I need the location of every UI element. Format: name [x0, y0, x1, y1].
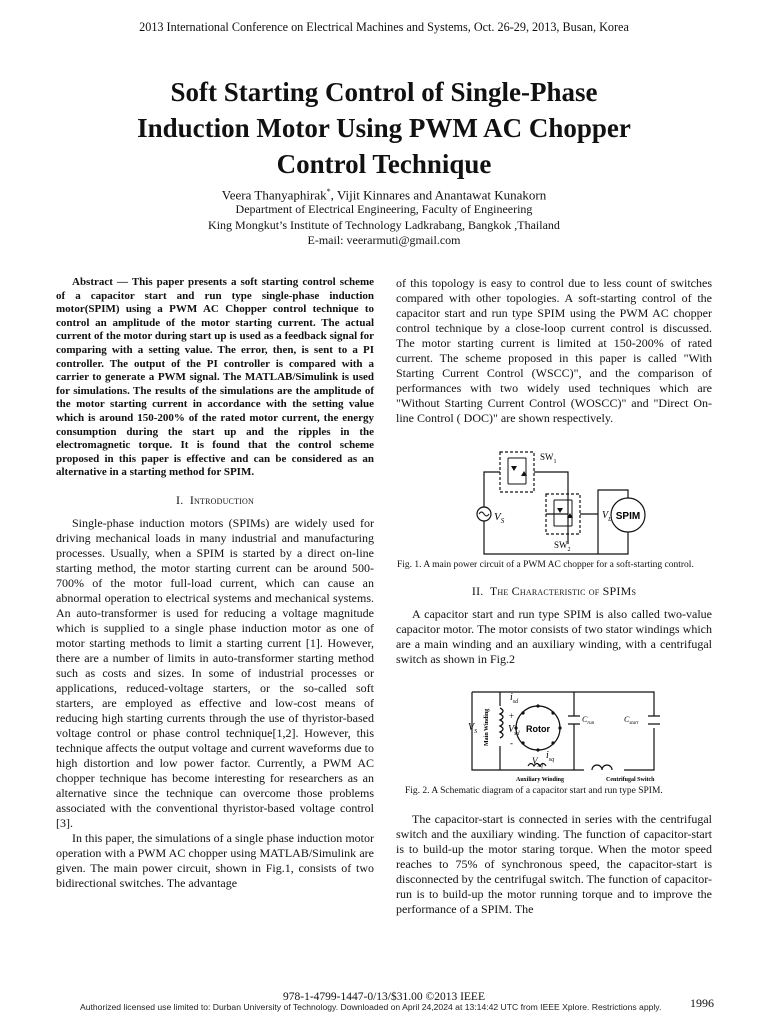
footer-isbn: 978-1-4799-1447-0/13/$31.00 ©2013 IEEE: [283, 991, 485, 1003]
left-column: [56, 276, 374, 891]
section-2-top: [396, 578, 712, 667]
section-2-title: The Characteristic of SPIMs: [489, 584, 637, 598]
conference-header: 2013 International Conference on Electrical Machines and Systems, Oct. 26-29, 2013, Busan, Korea: [139, 20, 629, 34]
fig2-aux-winding-label: Auxiliary Winding: [516, 777, 564, 783]
right-column-intro: [396, 276, 712, 426]
fig1-sw1-label: $SW_1$: [540, 452, 557, 465]
title-line-2: Induction Motor Using PWM AC Chopper: [137, 113, 631, 143]
fig2-vsd-label: $V_{sd}$: [508, 724, 520, 737]
author-1-mark: *: [326, 187, 331, 196]
institute: King Mongkut’s Institute of Technology Ladkrabang, Bangkok ,Thailand: [208, 218, 560, 232]
footer-authorized-use: Authorized licensed use limited to: Durban University of Technology. Downloaded on April 24,2024 at 13:14:42 UTC from IEEE Xplore. Restrictions apply.: [80, 1002, 662, 1012]
paper-title: [84, 74, 684, 182]
figure-2-schematic: [464, 686, 674, 784]
figure-2-caption: Fig. 2. A Schematic diagram of a capacitor start and run type SPIM.: [405, 786, 663, 796]
figure-1-circuit: [470, 444, 670, 556]
fig1-spim-label: SPIM: [615, 511, 641, 522]
title-line-3: Control Technique: [276, 149, 492, 179]
fig2-vs-label: $V_S$: [468, 722, 478, 735]
department: Department of Electrical Engineering, Faculty of Engineering: [235, 202, 533, 216]
intro-continuation: of this topology is easy to control due to less count of switches compared with other topologies. A soft-starting control of the capacitor start and run type SPIM using the PWM AC chopper control technique by a close-loop current control is discussed. The motor starting current is limited at 150-200% of rated current. The scheme proposed in this paper is called "With Starting Current Control (WSCC)", and the comparison of performances with two widely used techniques which are "Without Starting Current Control (WOSCC)" and "Direct On-line Control ( DOC)" are shown respectively.: [396, 276, 712, 425]
fig1-vs-label: $V_S$: [494, 511, 505, 525]
fig2-plus-label: +: [509, 711, 515, 721]
section-1-heading: [56, 493, 374, 508]
fig2-isq-label: $i_{sq}$: [546, 750, 555, 763]
title-line-1: Soft Starting Control of Single-Phase: [170, 77, 598, 107]
fig2-vsq-label: $V_{sq}$: [532, 756, 543, 769]
email: E-mail: veerarmuti@gmail.com: [307, 233, 461, 247]
author-1: Veera Thanyaphirak: [221, 187, 327, 203]
author-list: [0, 184, 768, 202]
section-2-bottom: [396, 812, 712, 917]
abstract: Abstract — This paper presents a soft starting control scheme of a capacitor start and run type single-phase induction motor(SPIM) using a PWM AC Chopper control technique to control an amplitude of the motor starting current. The actual current of the motor during start up is used as a feedback signal for comparing with a setting value. The error, then, is sent to a PI controller. The output of the PI controller is compared with a carrier to generate a PWM signal. The MATLAB/Simulink is used for simulations. The results of the simulations are the amplitude of the motor starting current in accordance with the setting value which is around 150-200% of the rated motor current, the energy consumption during the start up and the ripples in the electromagnetic torque. It is found that the control scheme proposed in this paper is effective and can be considered as an alternative in a starting method for SPIM.: [56, 276, 374, 479]
fig2-minus-label: -: [510, 738, 513, 748]
section-1-title: Introduction: [189, 492, 254, 507]
page-number: 1996: [690, 996, 714, 1010]
section-1-number: I.: [176, 492, 184, 507]
fig2-cstart-label: $C_{start}$: [624, 715, 639, 726]
fig1-vl-label: $V_L$: [602, 510, 612, 523]
intro-paragraph-2: In this paper, the simulations of a single phase induction motor operation with a PWM AC chopper using MATLAB/Simulink are given. The main power circuit, shown in Fig.1, consists of two bidirectional switches. The advantage: [56, 830, 374, 890]
fig2-centrifugal-label: Centrifugal Switch: [606, 777, 655, 783]
fig2-main-winding-label: Main Winding: [484, 708, 490, 746]
fig2-isd-label: $i_{sd}$: [510, 692, 519, 705]
section-2-paragraph-1: A capacitor start and run type SPIM is also called two-value capacitor motor. The motor consists of two stator windings which are a main winding and an auxiliary winding, with a centrifugal switch as shown in Fig.2: [396, 607, 712, 666]
section-2-heading: [396, 584, 712, 599]
authors-rest: , Vijit Kinnares and Anantawat Kunakorn: [330, 187, 547, 203]
figure-1-caption: Fig. 1. A main power circuit of a PWM AC chopper for a soft-starting control.: [397, 560, 694, 570]
section-2-number: II.: [471, 584, 484, 598]
fig2-crun-label: $C_{run}$: [582, 715, 595, 726]
fig2-rotor-label: Rotor: [526, 724, 550, 734]
section-2-paragraph-2: The capacitor-start is connected in series with the centrifugal switch and the auxiliary winding. The function of capacitor-start is to build-up the motor staring torque. When the motor speed reaches to 75% of synchronous speed, the capacitor-start is disconnected by the centrifugal switch. The function of capacitor-run is to build-up the motor running torque and to improve the performance of a SPIM. The: [396, 812, 712, 916]
intro-paragraph-1: Single-phase induction motors (SPIMs) are widely used for driving mechanical loads in many industrial and manufacturing processes. Usually, when a SPIM is started by a direct on-line starting method, the motor starting current can be around 500-700% of the motor full-load current, which can cause an abnormal operation to electrical systems and mechanical systems. An auto-transformer is used for reducing a voltage magnitude which is supplied to a single phase induction motor as one of motor starting methods to limit a starting current [1]. However, there are a number of limits in auto-transformer starting method such as costs and sizes. In some of industrial processes or applications, reduced-voltage starters, or the so-called soft starters, are employed as effective and low-cost means of reducing high starting currents through the use of thyristor-based voltage control or phase control technique[1,2]. However, this technique affects the output voltage and current waveforms due to high distortion and low power factor. Currently, a PWM AC chopper technique has become interesting for researchers as an alternative since the technique can overcome those problems associated with the conventional thyristor-based voltage control [3].: [56, 515, 374, 830]
fig1-sw2-label: $SW_2$: [554, 540, 571, 553]
